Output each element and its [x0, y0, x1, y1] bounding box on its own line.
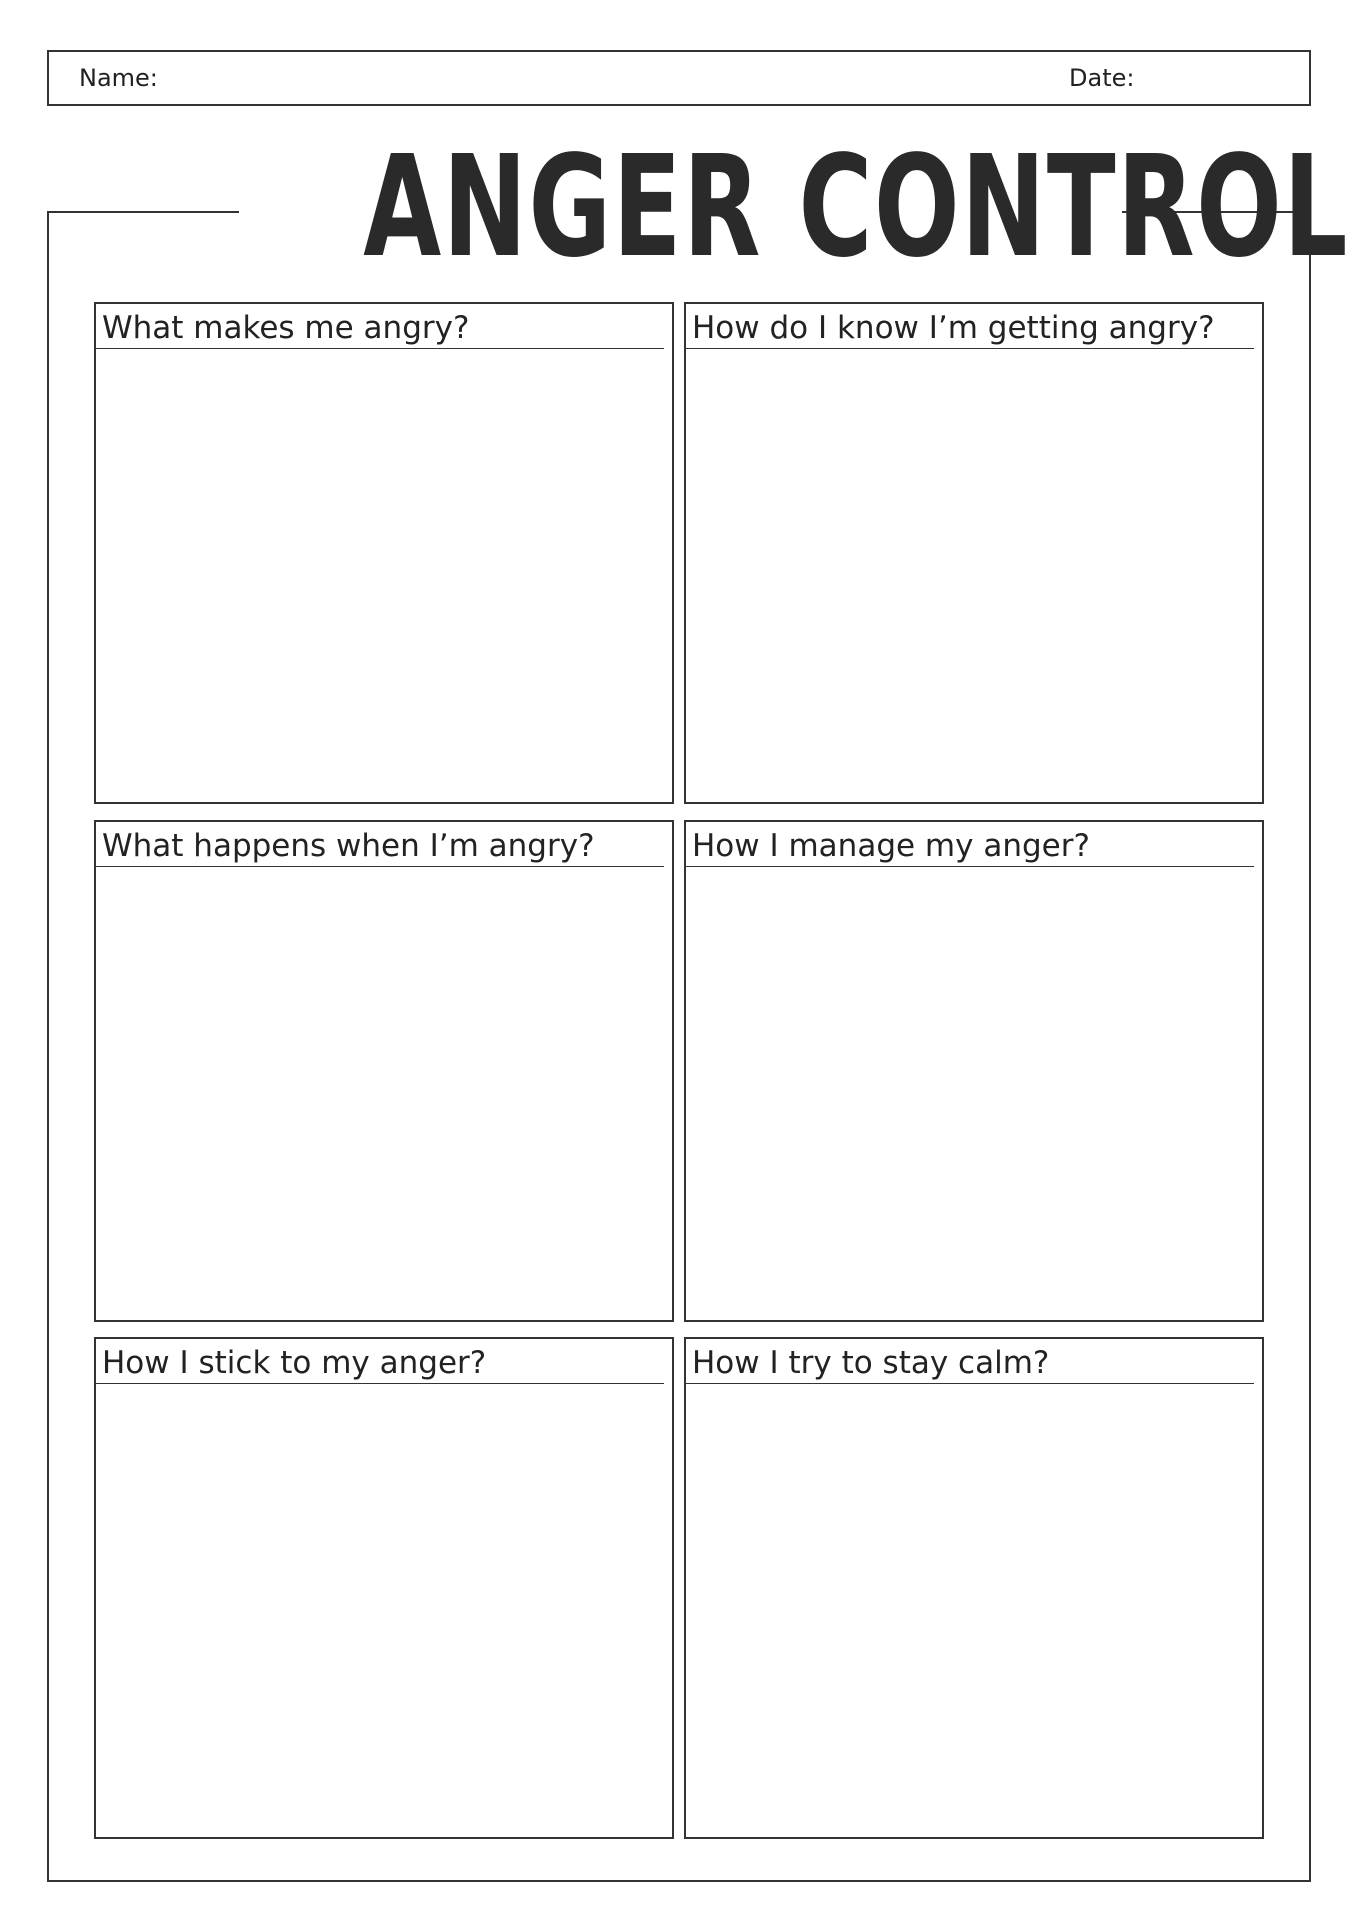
prompt-question: How do I know I’m getting angry? — [692, 310, 1215, 346]
frame-top-left-line — [47, 211, 239, 213]
prompt-question: How I manage my anger? — [692, 828, 1090, 864]
prompt-box-how-do-i-know[interactable] — [684, 302, 1264, 804]
prompt-box-how-i-stick[interactable] — [94, 1337, 674, 1839]
question-underline — [96, 866, 664, 867]
name-label: Name: — [79, 64, 158, 92]
prompt-box-how-i-stay-calm[interactable] — [684, 1337, 1264, 1839]
question-underline — [96, 348, 664, 349]
prompt-question: How I try to stay calm? — [692, 1345, 1050, 1381]
question-underline — [686, 348, 1254, 349]
question-underline — [96, 1383, 664, 1384]
prompt-box-what-makes-me-angry[interactable] — [94, 302, 674, 804]
date-label: Date: — [1069, 64, 1135, 92]
question-underline — [686, 866, 1254, 867]
question-underline — [686, 1383, 1254, 1384]
name-date-bar — [47, 50, 1311, 106]
prompt-question: What makes me angry? — [102, 310, 470, 346]
prompt-box-what-happens[interactable] — [94, 820, 674, 1322]
prompt-box-how-i-manage[interactable] — [684, 820, 1264, 1322]
worksheet-title: ANGER CONTROL — [363, 126, 1349, 289]
prompt-question: How I stick to my anger? — [102, 1345, 487, 1381]
prompt-question: What happens when I’m angry? — [102, 828, 595, 864]
